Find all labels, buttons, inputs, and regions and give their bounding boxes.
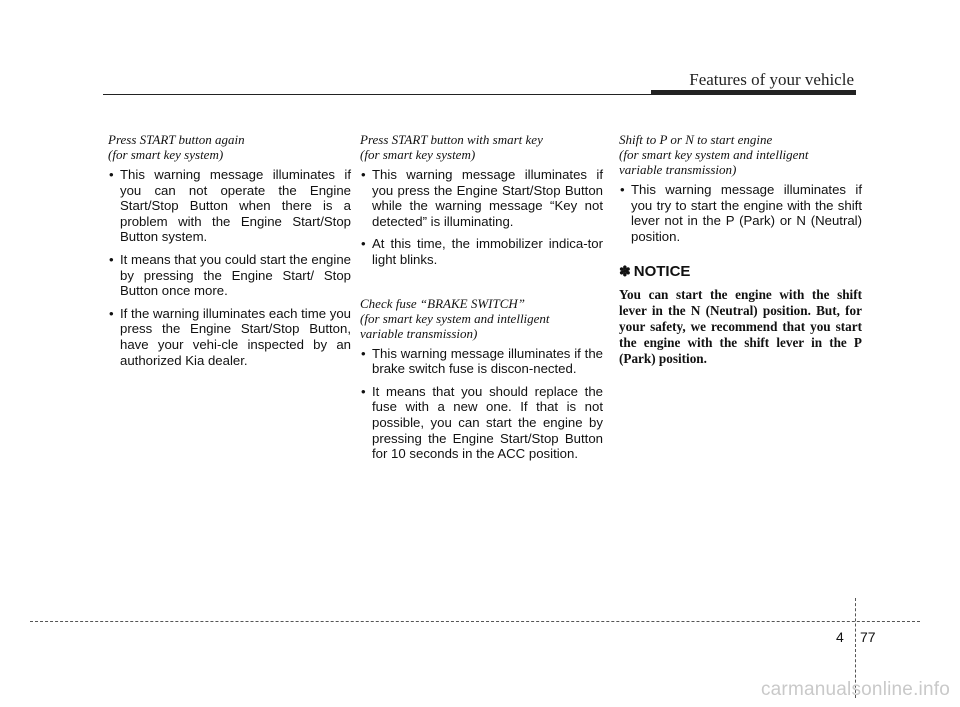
section-heading: Shift to P or N to start engine (for smart key system and intelligent variable transmission) [619,132,809,177]
column-1 [108,132,351,375]
bullet-item: • If the warning illuminates each time you press the Engine Start/Stop Button, have your vehi-cle inspected by an authorized Kia dealer. [108,306,351,368]
section-heading: Press START button with smart key (for smart key system) [360,132,543,162]
bullet-list [360,167,603,268]
page-number: 77 [860,629,876,645]
bullet-item: • It means that you could start the engine by pressing the Engine Start/ Stop Button once more. [108,252,351,299]
bullet-list [619,182,862,244]
bullet-list [108,167,351,368]
header-rule-accent [651,90,856,95]
watermark: carmanualsonline.info [760,679,950,700]
notice-heading [619,262,862,281]
chapter-number: 4 [836,629,844,645]
bullet-item: • This warning message illuminates if you can not operate the Engine Start/Stop Button when there is a problem with the Engine Start/Stop Button system. [108,167,351,245]
column-2 [360,132,603,469]
bullet-item: • It means that you should replace the fuse with a new one. If that is not possible, you can start the engine by pressing the Engine Start/Stop Button for 10 seconds in the ACC position. [360,384,603,462]
section-heading: Check fuse “BRAKE SWITCH” (for smart key system and intelligent variable transmission) [360,295,550,341]
column-3 [619,132,862,367]
notice-title: NOTICE [633,263,691,281]
bullet-item: • This warning message illuminates if you press the Engine Start/Stop Button while the warning message “Key not detected” is illuminating. [360,167,603,229]
bullet-item: • This warning message illuminates if you try to start the engine with the shift lever not in the P (Park) or N (Neutral) position. [619,182,862,244]
bullet-list [360,346,603,462]
notice-body: You can start the engine with the shift lever in the N (Neutral) position. But, for your safety, we recommend that you start the engine with the shift lever in the P (Park) position. [619,287,862,367]
bullet-item: • This warning message illuminates if the brake switch fuse is discon-nected. [360,346,603,377]
notice-star-icon: ✽ [619,263,631,280]
section-heading: Press START button again (for smart key system) [108,132,245,162]
footer-divider [30,621,920,622]
bullet-item: • At this time, the immobilizer indica-tor light blinks. [360,236,603,267]
section-title: Features of your vehicle [689,70,854,89]
